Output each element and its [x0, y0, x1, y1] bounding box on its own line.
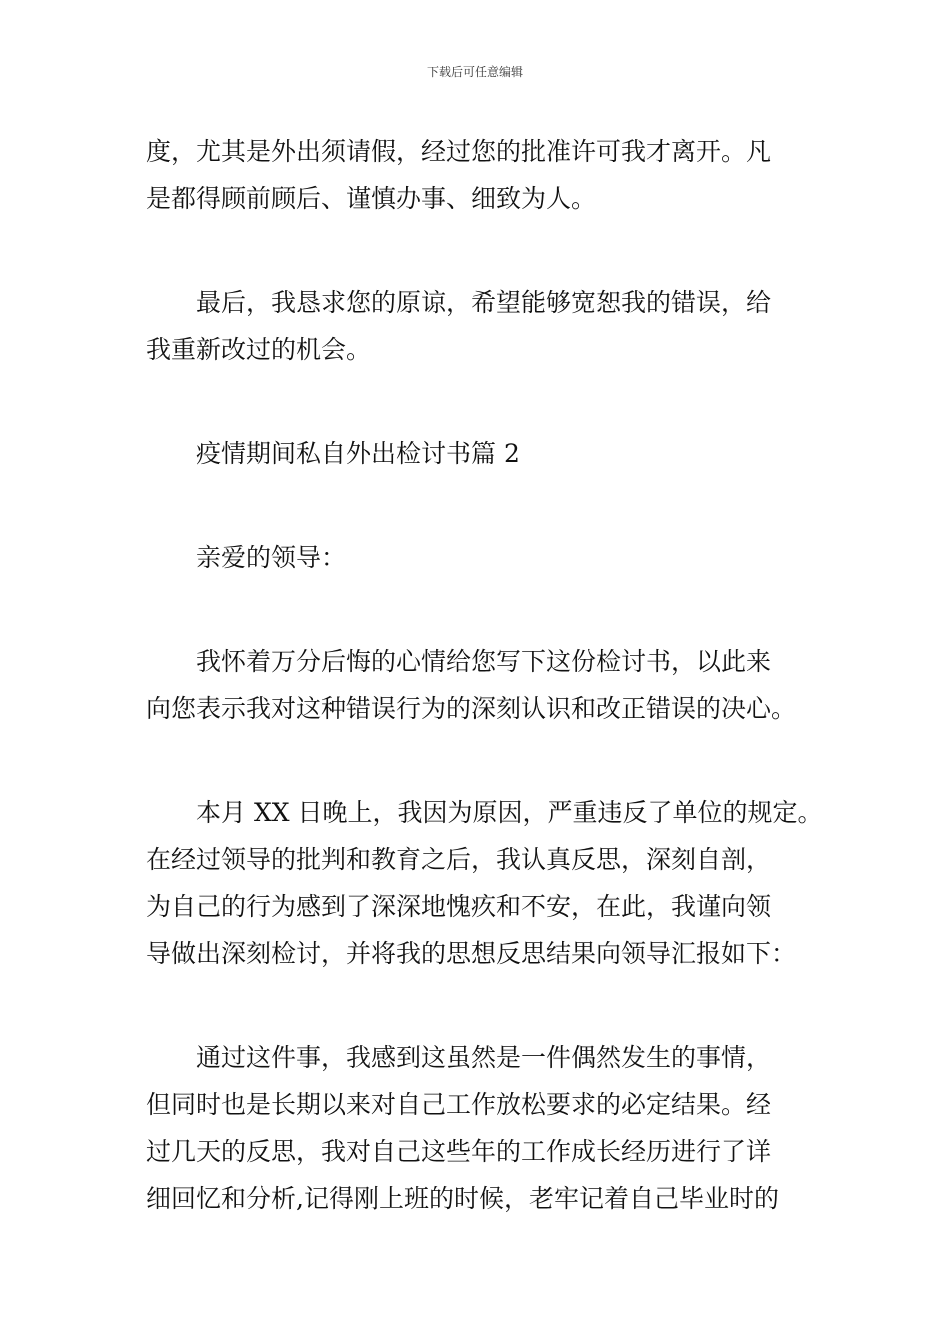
paragraph	[146, 638, 816, 732]
salutation-text: 亲爱的领导：	[196, 543, 347, 572]
paragraph-line: 本月 XX 日晚上，我因为原因，严重违反了单位的规定。	[196, 798, 823, 827]
paragraph-line: 度，尤其是外出须请假，经过您的批准许可我才离开。凡	[146, 137, 772, 166]
section-title	[146, 430, 816, 477]
paragraph	[146, 789, 823, 977]
paragraph-line: 我怀着万分后悔的心情给您写下这份检讨书，以此来	[196, 647, 772, 676]
paragraph-line: 最后，我恳求您的原谅，希望能够宽恕我的错误，给	[196, 288, 772, 317]
paragraph	[146, 279, 816, 373]
paragraph-line: 在经过领导的批判和教育之后，我认真反思，深刻自剖，	[146, 845, 772, 874]
paragraph-line: 但同时也是长期以来对自己工作放松要求的必定结果。经	[146, 1090, 772, 1119]
paragraph-line: 细回忆和分析,记得刚上班的时候，老牢记着自己毕业时的	[146, 1184, 779, 1213]
paragraph-line: 通过这件事，我感到这虽然是一件偶然发生的事情，	[196, 1043, 772, 1072]
salutation	[146, 534, 816, 581]
document-body	[146, 128, 823, 1222]
paragraph	[146, 1034, 816, 1222]
paragraph-line: 过几天的反思，我对自己这些年的工作成长经历进行了详	[146, 1137, 772, 1166]
paragraph-line: 为自己的行为感到了深深地愧疚和不安，在此，我谨向领	[146, 892, 772, 921]
paragraph	[146, 128, 816, 222]
paragraph-line: 是都得顾前顾后、谨慎办事、细致为人。	[146, 184, 597, 213]
paragraph-line: 导做出深刻检讨，并将我的思想反思结果向领导汇报如下：	[146, 939, 797, 968]
page-header: 下载后可任意编辑	[426, 65, 523, 79]
section-title-text: 疫情期间私自外出检讨书篇 2	[196, 439, 520, 468]
paragraph-line: 我重新改过的机会。	[146, 335, 372, 364]
paragraph-line: 向您表示我对这种错误行为的深刻认识和改正错误的决心。	[146, 694, 797, 723]
